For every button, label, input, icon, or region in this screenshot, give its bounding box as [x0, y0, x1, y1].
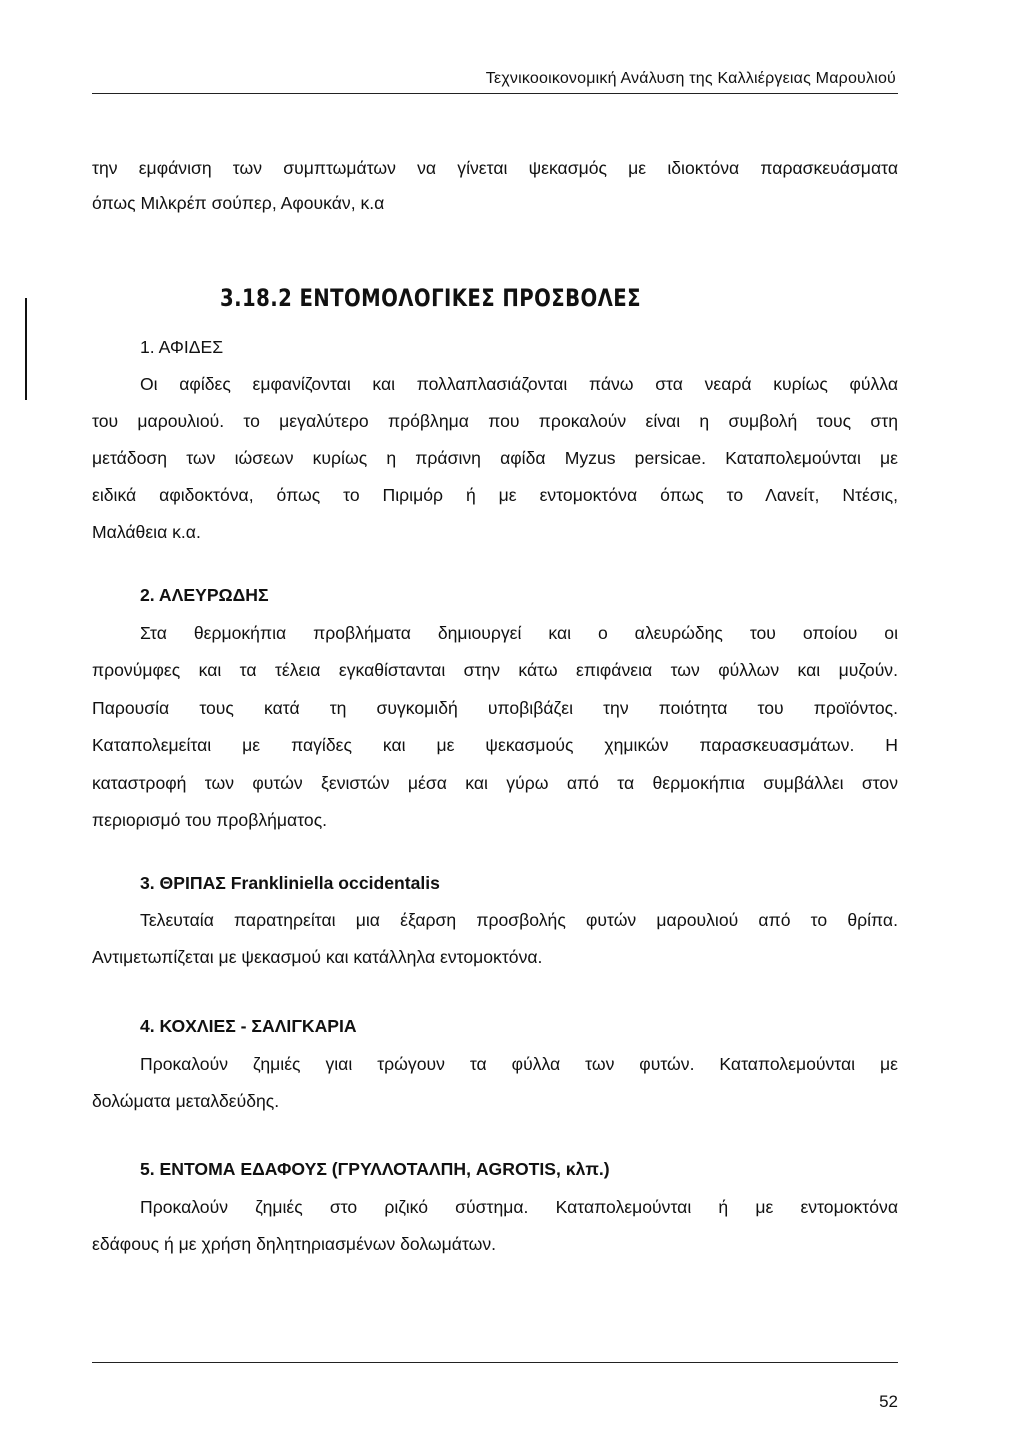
item-2-line-3: Παρουσία τους κατά τη συγκομιδή υποβιβάζει την ποιότητα του προϊόντος.: [92, 698, 898, 718]
item-5-title: 5. ΕΝΤΟΜΑ ΕΔΑΦΟΥΣ (ΓΡΥΛΛΟΤΑΛΠΗ, AGROTIS, κλπ.): [140, 1159, 610, 1179]
running-header: Τεχνικοοικονομική Ανάλυση της Καλλιέργειας Μαρουλιού: [485, 70, 896, 87]
page-number: 52: [879, 1392, 898, 1411]
item-1-line-5: Μαλάθεια κ.α.: [92, 522, 201, 542]
section-heading: 3.18.2 ΕΝΤΟΜΟΛΟΓΙΚΕΣ ΠΡΟΣΒΟΛΕΣ: [220, 284, 641, 312]
item-4-line-1: Προκαλούν ζημιές γιαι τρώγουν τα φύλλα των φυτών. Καταπολεμούνται με: [140, 1054, 898, 1074]
item-1-title: 1. ΑΦΙΔΕΣ: [140, 337, 224, 357]
item-2-line-4: Καταπολεμείται με παγίδες και με ψεκασμούς χημικών παρασκευασμάτων. Η: [92, 735, 898, 755]
item-3-title: 3. ΘΡΙΠΑΣ Frankliniella occidentalis: [140, 873, 440, 893]
item-1-line-4: ειδικά αφιδοκτόνα, όπως το Πιριμόρ ή με εντομοκτόνα όπως το Λανείτ, Ντέσις,: [92, 485, 898, 505]
item-3-line-1: Τελευταία παρατηρείται μια έξαρση προσβολής φυτών μαρουλιού από το θρίπα.: [140, 910, 898, 930]
item-5-line-2: εδάφους ή με χρήση δηλητηριασμένων δολωμάτων.: [92, 1234, 497, 1254]
item-1-line-1: Οι αφίδες εμφανίζονται και πολλαπλασιάζονται πάνω στα νεαρά κυρίως φύλλα: [140, 374, 898, 394]
intro-line-1: την εμφάνιση των συμπτωμάτων να γίνεται ψεκασμός με ιδιοκτόνα παρασκευάσματα: [92, 158, 898, 178]
item-2-title: 2. ΑΛΕΥΡΩΔΗΣ: [140, 585, 269, 605]
item-1-line-3: μετάδοση των ιώσεων κυρίως η πράσινη αφίδα Myzus persicae. Καταπολεμούνται με: [92, 448, 898, 468]
item-2-line-2: προνύμφες και τα τέλεια εγκαθίστανται στην κάτω επιφάνεια των φύλλων και μυζούν.: [92, 660, 898, 680]
item-5-line-1: Προκαλούν ζημιές στο ριζικό σύστημα. Καταπολεμούνται ή με εντομοκτόνα: [140, 1197, 898, 1217]
margin-mark: [25, 298, 27, 400]
item-4-title: 4. ΚΟΧΛΙΕΣ - ΣΑΛΙΓΚΑΡΙΑ: [140, 1016, 357, 1036]
intro-line-2: όπως Μιλκρέπ σούπερ, Αφουκάν, κ.α: [92, 193, 385, 213]
item-2-line-6: περιορισμό του προβλήματος.: [92, 810, 328, 830]
footer-divider: [92, 1362, 898, 1363]
item-4-line-2: δολώματα μεταλδεύδης.: [92, 1091, 280, 1111]
header-divider: [92, 93, 898, 94]
item-3-line-2: Αντιμετωπίζεται με ψεκασμού και κατάλληλα εντομοκτόνα.: [92, 947, 543, 967]
item-1-line-2: του μαρουλιού. το μεγαλύτερο πρόβλημα που προκαλούν είναι η συμβολή τους στη: [92, 411, 898, 431]
item-2-line-1: Στα θερμοκήπια προβλήματα δημιουργεί και ο αλευρώδης του οποίου οι: [140, 623, 898, 643]
item-2-line-5: καταστροφή των φυτών ξενιστών μέσα και γύρω από τα θερμοκήπια συμβάλλει στον: [92, 773, 898, 793]
